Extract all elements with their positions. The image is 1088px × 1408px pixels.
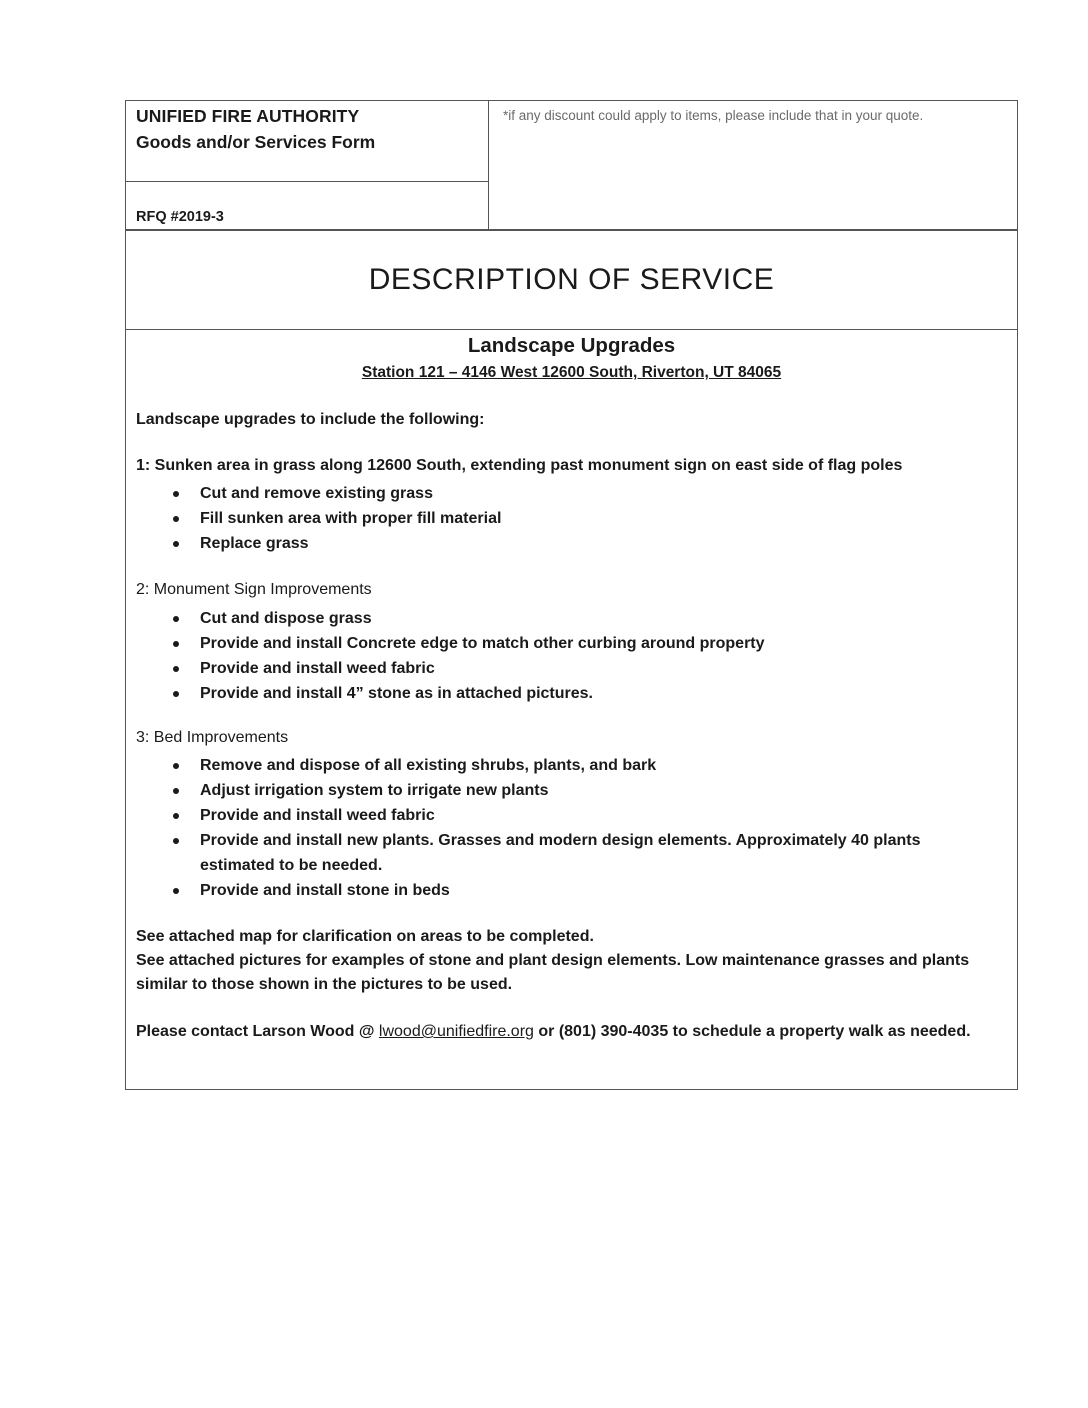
list-item: Cut and dispose grass (166, 606, 990, 631)
header-discount-note-box (488, 100, 1018, 230)
section-title: 2: Monument Sign Improvements (136, 581, 372, 598)
map-note: See attached map for clarification on areas to be completed. (136, 928, 594, 945)
list-item: Provide and install 4” stone as in attached pictures. (166, 681, 990, 706)
intro-text: Landscape upgrades to include the following: (136, 411, 485, 428)
page-title: DESCRIPTION OF SERVICE (368, 263, 775, 296)
list-item: Adjust irrigation system to irrigate new plants (166, 778, 990, 803)
list-item: Provide and install new plants. Grasses and modern design elements. Approximately 40 plants estimated to be needed. (166, 828, 990, 878)
project-name: Landscape Upgrades (467, 334, 676, 357)
rfq-number: RFQ #2019-3 (136, 209, 224, 225)
section-item-list (166, 753, 990, 903)
title-band (126, 231, 1017, 330)
list-item: Replace grass (166, 531, 990, 556)
list-item: Cut and remove existing grass (166, 481, 990, 506)
section-item-list (166, 481, 990, 556)
section-title: 1: Sunken area in grass along 12600 South, extending past monument sign on east side of flag poles (136, 457, 903, 474)
contact-email-link[interactable]: lwood@unifiedfire.org (378, 1023, 534, 1040)
list-item: Provide and install stone in beds (166, 878, 990, 903)
list-item: Fill sunken area with proper fill material (166, 506, 990, 531)
list-item: Provide and install weed fabric (166, 803, 990, 828)
project-address: Station 121 – 4146 West 12600 South, Riverton, UT 84065 (361, 364, 782, 381)
section-title: 3: Bed Improvements (136, 729, 289, 746)
header-divider (126, 181, 488, 182)
contact-prefix: Please contact Larson Wood @ (136, 1023, 379, 1040)
pictures-note: See attached pictures for examples of stone and plant design elements. Low maintenance grasses and plants similar to those shown in the pictures to be used. (136, 952, 970, 993)
description-content (136, 329, 1007, 1089)
contact-note (136, 1020, 986, 1044)
form-name: Goods and/or Services Form (136, 132, 376, 152)
contact-suffix: or (801) 390-4035 to schedule a property walk as needed. (533, 1023, 971, 1040)
header-form-info (125, 100, 488, 230)
list-item: Remove and dispose of all existing shrubs, plants, and bark (166, 753, 990, 778)
discount-note: *if any discount could apply to items, please include that in your quote. (503, 108, 924, 123)
list-item: Provide and install Concrete edge to match other curbing around property (166, 631, 990, 656)
section-item-list (166, 606, 990, 706)
organization-name: UNIFIED FIRE AUTHORITY (136, 106, 360, 126)
description-box (125, 230, 1018, 1090)
list-item: Provide and install weed fabric (166, 656, 990, 681)
